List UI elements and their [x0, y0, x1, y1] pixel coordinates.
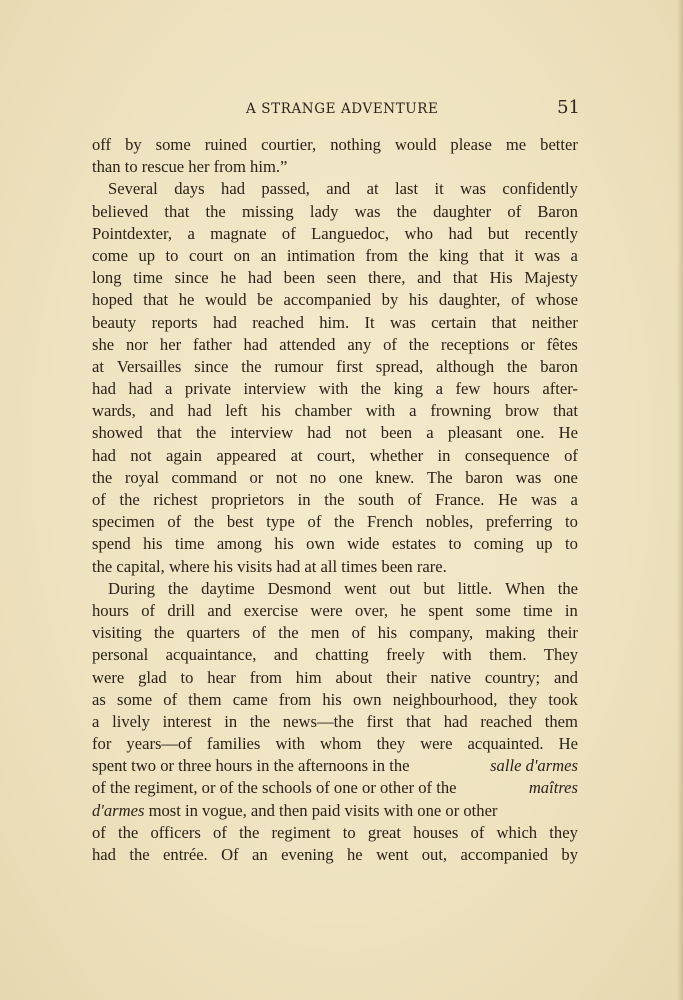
text-line: she nor her father had attended any of the receptions or fêtes — [92, 334, 578, 354]
text-line: personal acquaintance, and chatting freely with them. They — [92, 645, 578, 665]
text-line: visiting the quarters of the men of his company, making their — [92, 623, 578, 643]
text-line: of the regiment, or of the schools of one or other of the maîtres — [92, 777, 578, 799]
text-line: come up to court on an intimation from the king that it was a — [92, 245, 578, 265]
italic-phrase: d'armes — [92, 800, 145, 820]
text-line: showed that the interview had not been a pleasant one. He — [92, 423, 578, 443]
text-line: wards, and had left his chamber with a frowning brow that — [92, 401, 578, 421]
text-line: as some of them came from his own neighbourhood, they took — [92, 689, 578, 709]
text-line: believed that the missing lady was the daughter of Baron — [92, 201, 578, 221]
text-line: spend his time among his own wide estates to coming up to — [92, 534, 578, 554]
text-line: d'armes most in vogue, and then paid visits with one or other — [92, 800, 498, 820]
text-line: specimen of the best type of the French nobles, preferring to — [92, 512, 578, 532]
text-line: the royal command or not no one knew. The baron was one — [92, 467, 578, 487]
text-line: beauty reports had reached him. It was certain that neither — [92, 312, 578, 332]
text-line: a lively interest in the news—the first that had reached them — [92, 711, 578, 731]
text-line: at Versailles since the rumour first spread, although the baron — [92, 356, 578, 376]
text-line: the capital, where his visits had at all times been rare. — [92, 556, 447, 576]
text-line: spent two or three hours in the afternoons in the salle d'armes — [92, 755, 578, 777]
italic-phrase: maîtres — [528, 778, 578, 798]
text-line: of the officers of the regiment to great houses of which they — [92, 822, 578, 842]
text-line: long time since he had been seen there, and that His Majesty — [92, 268, 578, 288]
body-text — [92, 134, 578, 866]
running-title: A STRANGE ADVENTURE — [246, 101, 439, 117]
text-line: than to rescue her from him.” — [92, 157, 288, 177]
text-line: off by some ruined courtier, nothing would please me better — [92, 135, 578, 154]
text-line: had not again appeared at court, whether in consequence of — [92, 445, 578, 465]
page-edge-shadow — [677, 0, 683, 1000]
text-line: hours of drill and exercise were over, he spent some time in — [92, 600, 578, 620]
text-line: hoped that he would be accompanied by his daughter, of whose — [92, 290, 578, 310]
page-number: 51 — [557, 97, 580, 118]
text-line: had the entrée. Of an evening he went out, accompanied by — [92, 845, 578, 864]
text-line: Pointdexter, a magnate of Languedoc, who had but recently — [92, 223, 578, 243]
text-line: During the daytime Desmond went out but little. When the — [108, 578, 578, 598]
text-line: had had a private interview with the king a few hours after- — [92, 379, 578, 399]
text-line: Several days had passed, and at last it was confidently — [108, 179, 578, 199]
text-line: of the richest proprietors in the south of France. He was a — [92, 490, 578, 509]
italic-phrase: salle d'armes — [490, 756, 578, 776]
text-line: were glad to hear from him about their native country; and — [92, 667, 578, 687]
text-line: for years—of families with whom they were acquainted. He — [92, 734, 578, 754]
page-header — [92, 99, 580, 121]
